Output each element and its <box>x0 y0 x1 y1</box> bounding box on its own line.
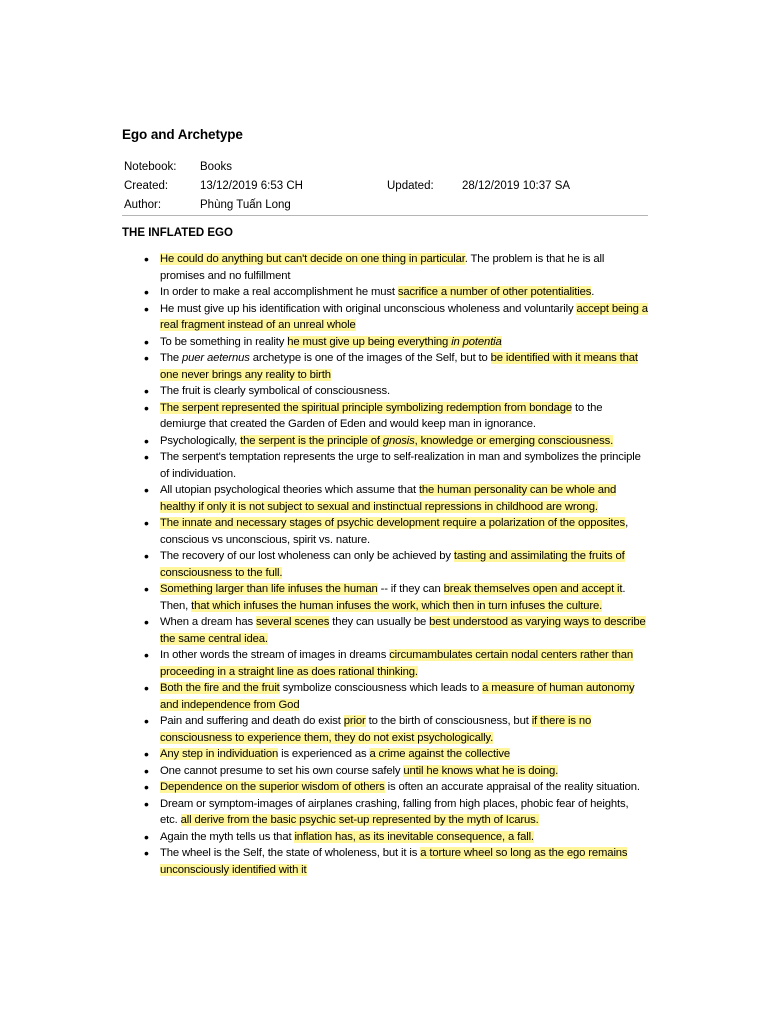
list-item <box>160 763 648 780</box>
highlighted-text: prior <box>343 715 366 727</box>
text-segment: The serpent's temptation represents the urge to self-realization in man and symbolizes the principle of individuation. <box>160 451 641 480</box>
highlighted-text: , knowledge or emerging consciousness. <box>414 434 614 447</box>
highlighted-text: inflation has, as its inevitable consequence, a fall. <box>294 830 534 843</box>
list-item <box>160 746 648 763</box>
list-item <box>160 301 648 334</box>
highlighted-text: if there is no consciousness to experience them, they do not exist psychologically. <box>160 715 592 744</box>
text-segment: Dream or symptom-images of airplanes crashing, falling from high places, phobic fear of heights, etc. <box>160 797 629 826</box>
metadata-row-author <box>122 196 648 215</box>
text-segment: Pain and suffering and death do exist <box>160 715 344 727</box>
highlighted-text: all derive from the basic psychic set-up represented by the myth of Icarus. <box>180 814 539 826</box>
text-segment: symbolize consciousness which leads to <box>279 682 483 694</box>
italic-text: puer aeternus <box>182 352 250 364</box>
text-segment: is often an accurate appraisal of the reality situation. <box>384 781 640 793</box>
highlighted-text: a torture wheel so long as the ego remains unconsciously identified with it <box>160 847 628 876</box>
highlighted-text: circumambulates certain nodal centers rather than proceeding in a straight line as does rational thinking. <box>160 649 634 678</box>
text-segment: The recovery of our lost wholeness can only be achieved by <box>160 550 454 562</box>
highlighted-text <box>451 336 501 348</box>
list-item <box>160 796 648 829</box>
list-item <box>160 284 648 301</box>
updated-value: 28/12/2019 10:37 SA <box>462 180 571 192</box>
italic-text: gnosis <box>382 434 415 447</box>
list-item <box>160 350 648 383</box>
metadata-row-dates <box>122 177 648 196</box>
highlighted-text: a measure of human autonomy and independence from God <box>160 682 635 711</box>
highlighted-text: The serpent represented the spiritual principle symbolizing redemption from bondage <box>160 401 573 414</box>
text-segment: In order to make a real accomplishment he must <box>160 286 398 298</box>
text-segment: . The problem is that he is all promises and no fulfillment <box>160 253 605 282</box>
note-page <box>122 127 648 878</box>
list-item <box>160 383 648 400</box>
section-heading: THE INFLATED EGO <box>122 227 233 239</box>
author-value: Phùng Tuấn Long <box>200 199 291 211</box>
text-segment: archetype is one of the images of the Self, but to <box>249 352 491 364</box>
highlighted-text: he must give up being everything <box>287 335 452 348</box>
created-value: 13/12/2019 6:53 CH <box>200 180 303 192</box>
highlighted-text: Both the fire and the fruit <box>160 682 280 694</box>
text-segment: The fruit is clearly symbolical of consciousness. <box>160 385 390 397</box>
highlighted-text: until he knows what he is doing. <box>403 764 559 777</box>
highlighted-text: Dependence on the superior wisdom of others <box>160 781 385 793</box>
text-segment: When a dream has <box>160 616 257 628</box>
list-item <box>160 680 648 713</box>
list-item <box>160 614 648 647</box>
list-item <box>160 449 648 482</box>
metadata-row-notebook <box>122 158 648 177</box>
text-segment: All utopian psychological theories which assume that <box>160 484 419 496</box>
highlighted-text: that which infuses the human infuses the work, which then in turn infuses the culture. <box>191 599 603 612</box>
text-segment: One cannot presume to set his own course safely <box>160 764 404 777</box>
text-segment: Again the myth tells us that <box>160 830 295 843</box>
highlighted-text: Any step in individuation <box>160 748 279 760</box>
created-label: Created: <box>124 180 169 192</box>
text-segment: is experienced as <box>278 748 370 760</box>
text-segment: . <box>591 286 595 298</box>
list-item <box>160 713 648 746</box>
highlighted-text: The innate and necessary stages of psychic development require a polarization of the opposites <box>160 517 626 529</box>
highlighted-text: the serpent is the principle of <box>240 434 383 447</box>
note-title: Ego and Archetype <box>122 127 243 142</box>
list-item <box>160 433 648 450</box>
list-item <box>160 779 648 796</box>
list-item <box>160 334 648 351</box>
text-segment: The wheel is the Self, the state of wholeness, but it is <box>160 847 421 859</box>
highlighted-text: He could do anything but can't decide on one thing in particular <box>160 253 465 265</box>
highlighted-text: best understood as varying ways to describe the same central idea. <box>160 616 646 645</box>
list-item <box>160 482 648 515</box>
text-segment: . Then, <box>160 583 626 612</box>
list-item <box>160 581 648 614</box>
highlighted-text: several scenes <box>256 616 330 628</box>
bullet-list <box>122 251 648 878</box>
text-segment: The <box>160 352 183 364</box>
text-segment: they can usually be <box>329 616 430 628</box>
list-item <box>160 845 648 878</box>
highlighted-text: be identified with it means that one never brings any reality to birth <box>160 352 638 381</box>
notebook-value: Books <box>200 161 232 173</box>
metadata-divider <box>122 215 648 216</box>
list-item <box>160 515 648 548</box>
list-item <box>160 829 648 846</box>
list-item <box>160 400 648 433</box>
list-item <box>160 548 648 581</box>
highlighted-text: sacrifice a number of other potentialities <box>397 286 592 298</box>
highlighted-text: the human personality can be whole and healthy if only it is not subject to sexual and instinctual repressions in childhood are wrong. <box>160 484 617 513</box>
text-segment: To be something in reality <box>160 335 288 348</box>
list-item <box>160 251 648 284</box>
highlighted-text: Something larger than life infuses the human <box>160 583 378 595</box>
italic-text: in potentia <box>451 335 502 348</box>
highlighted-text: tasting and assimilating the fruits of consciousness to the full. <box>160 550 625 579</box>
notebook-label: Notebook: <box>124 161 177 173</box>
highlighted-text: accept being a real fragment instead of an unreal whole <box>160 302 648 331</box>
highlighted-text: a crime against the collective <box>369 748 510 760</box>
text-segment: He must give up his identification with original unconscious wholeness and voluntarily <box>160 302 577 315</box>
list-item <box>160 647 648 680</box>
note-metadata <box>122 158 648 215</box>
author-label: Author: <box>124 199 162 211</box>
highlighted-text: break themselves open and accept it <box>443 583 623 595</box>
text-segment: -- if they can <box>377 583 444 595</box>
text-segment: to the demiurge that created the Garden of Eden and would keep man in ignorance. <box>160 401 603 430</box>
text-segment: , conscious vs unconscious, spirit vs. nature. <box>160 517 629 546</box>
text-segment: Psychologically, <box>160 434 241 447</box>
highlighted-text <box>383 435 415 447</box>
text-segment: to the birth of consciousness, but <box>365 715 532 727</box>
text-segment: In other words the stream of images in dreams <box>160 649 390 661</box>
updated-label: Updated: <box>387 180 434 192</box>
